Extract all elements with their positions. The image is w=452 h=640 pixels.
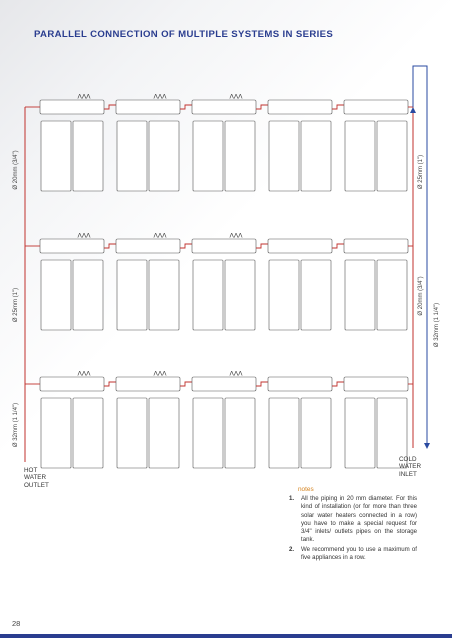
solar-panel: [377, 121, 407, 191]
notes-list: [289, 495, 417, 563]
solar-panel: [301, 121, 331, 191]
solar-panel: [73, 260, 103, 330]
pipe-size-label: Ø 32mm (1 1/4"): [13, 402, 19, 448]
storage-tank: [116, 100, 180, 114]
note-item: [289, 546, 417, 563]
solar-panel: [149, 121, 179, 191]
solar-panel: [225, 398, 255, 468]
solar-panel: [345, 121, 375, 191]
tank-heating-symbol: ΛΛΛ: [77, 370, 91, 378]
hot-link-pipe: [104, 382, 116, 386]
note-text: We recommend you to use a maximum of five appliances in a row.: [301, 545, 417, 562]
pipe-size-label: Ø 25mm (1"): [13, 287, 19, 323]
solar-panel: [117, 398, 147, 468]
storage-tank: [344, 100, 408, 114]
solar-panel: [377, 260, 407, 330]
tank-heating-symbol: ΛΛΛ: [153, 93, 167, 101]
pipe-size-label: Ø 32mm (1 1/4"): [434, 302, 440, 348]
tank-heating-symbol: ΛΛΛ: [153, 370, 167, 378]
pipe-size-label: Ø 20mm (3/4"): [418, 276, 424, 316]
notes-heading: notes: [298, 486, 314, 493]
note-number: 2.: [289, 545, 295, 553]
hot-water-outlet-label: HOT WATER OUTLET: [24, 467, 49, 489]
solar-panel: [301, 260, 331, 330]
pipe-size-label: Ø 20mm (3/4"): [13, 150, 19, 190]
storage-tank: [268, 377, 332, 391]
solar-panel: [193, 121, 223, 191]
hot-link-pipe: [256, 105, 268, 109]
hot-link-pipe: [104, 105, 116, 109]
storage-tank: [192, 377, 256, 391]
note-item: [289, 495, 417, 545]
solar-panel: [269, 260, 299, 330]
solar-panel: [73, 398, 103, 468]
hot-link-pipe: [256, 244, 268, 248]
note-number: 1.: [289, 495, 295, 502]
hot-link-pipe: [180, 244, 192, 248]
storage-tank: [116, 377, 180, 391]
hot-link-pipe: [180, 382, 192, 386]
storage-tank: [40, 377, 104, 391]
pipe-size-label: Ø 25mm (1"): [418, 154, 424, 190]
note-text: All the piping in 20 mm diameter. For this kind of installation (or for more than three solar water heaters connected in a row) you have to make a special request for 3/4" inlets/ outlets pipes on the storage tank.: [301, 495, 417, 544]
solar-panel: [117, 121, 147, 191]
hot-link-pipe: [332, 382, 344, 386]
solar-panel: [269, 398, 299, 468]
solar-panel: [41, 398, 71, 468]
solar-panel: [73, 121, 103, 191]
storage-tank: [268, 239, 332, 253]
tank-heating-symbol: ΛΛΛ: [153, 232, 167, 240]
solar-panel: [149, 260, 179, 330]
tank-heating-symbol: ΛΛΛ: [229, 232, 243, 240]
storage-tank: [344, 377, 408, 391]
hot-link-pipe: [180, 105, 192, 109]
storage-tank: [40, 239, 104, 253]
solar-panel: [41, 260, 71, 330]
solar-panel: [41, 121, 71, 191]
solar-panel: [225, 121, 255, 191]
tank-heating-symbol: ΛΛΛ: [77, 93, 91, 101]
solar-panel: [269, 121, 299, 191]
hot-link-pipe: [104, 244, 116, 248]
storage-tank: [192, 239, 256, 253]
storage-tank: [344, 239, 408, 253]
tank-heating-symbol: ΛΛΛ: [77, 232, 91, 240]
solar-panel: [225, 260, 255, 330]
solar-panel: [117, 260, 147, 330]
tank-heating-symbol: ΛΛΛ: [229, 370, 243, 378]
cold-main-pipe: [413, 66, 427, 448]
page-footer-bar: [0, 634, 452, 638]
flow-arrow-up: [410, 107, 416, 113]
solar-panel: [345, 398, 375, 468]
storage-tank: [116, 239, 180, 253]
solar-panel: [301, 398, 331, 468]
storage-tank: [192, 100, 256, 114]
solar-panel: [193, 398, 223, 468]
page-title: PARALLEL CONNECTION OF MULTIPLE SYSTEMS IN SERIES: [34, 29, 334, 40]
flow-arrow-down: [424, 443, 430, 449]
solar-panel: [345, 260, 375, 330]
hot-link-pipe: [256, 382, 268, 386]
storage-tank: [40, 100, 104, 114]
page-number: 28: [12, 619, 21, 628]
hot-link-pipe: [332, 105, 344, 109]
hot-link-pipe: [332, 244, 344, 248]
storage-tank: [268, 100, 332, 114]
cold-water-inlet-label: COLD WATER INLET: [399, 456, 422, 478]
solar-panel: [149, 398, 179, 468]
solar-panel: [193, 260, 223, 330]
tank-heating-symbol: ΛΛΛ: [229, 93, 243, 101]
